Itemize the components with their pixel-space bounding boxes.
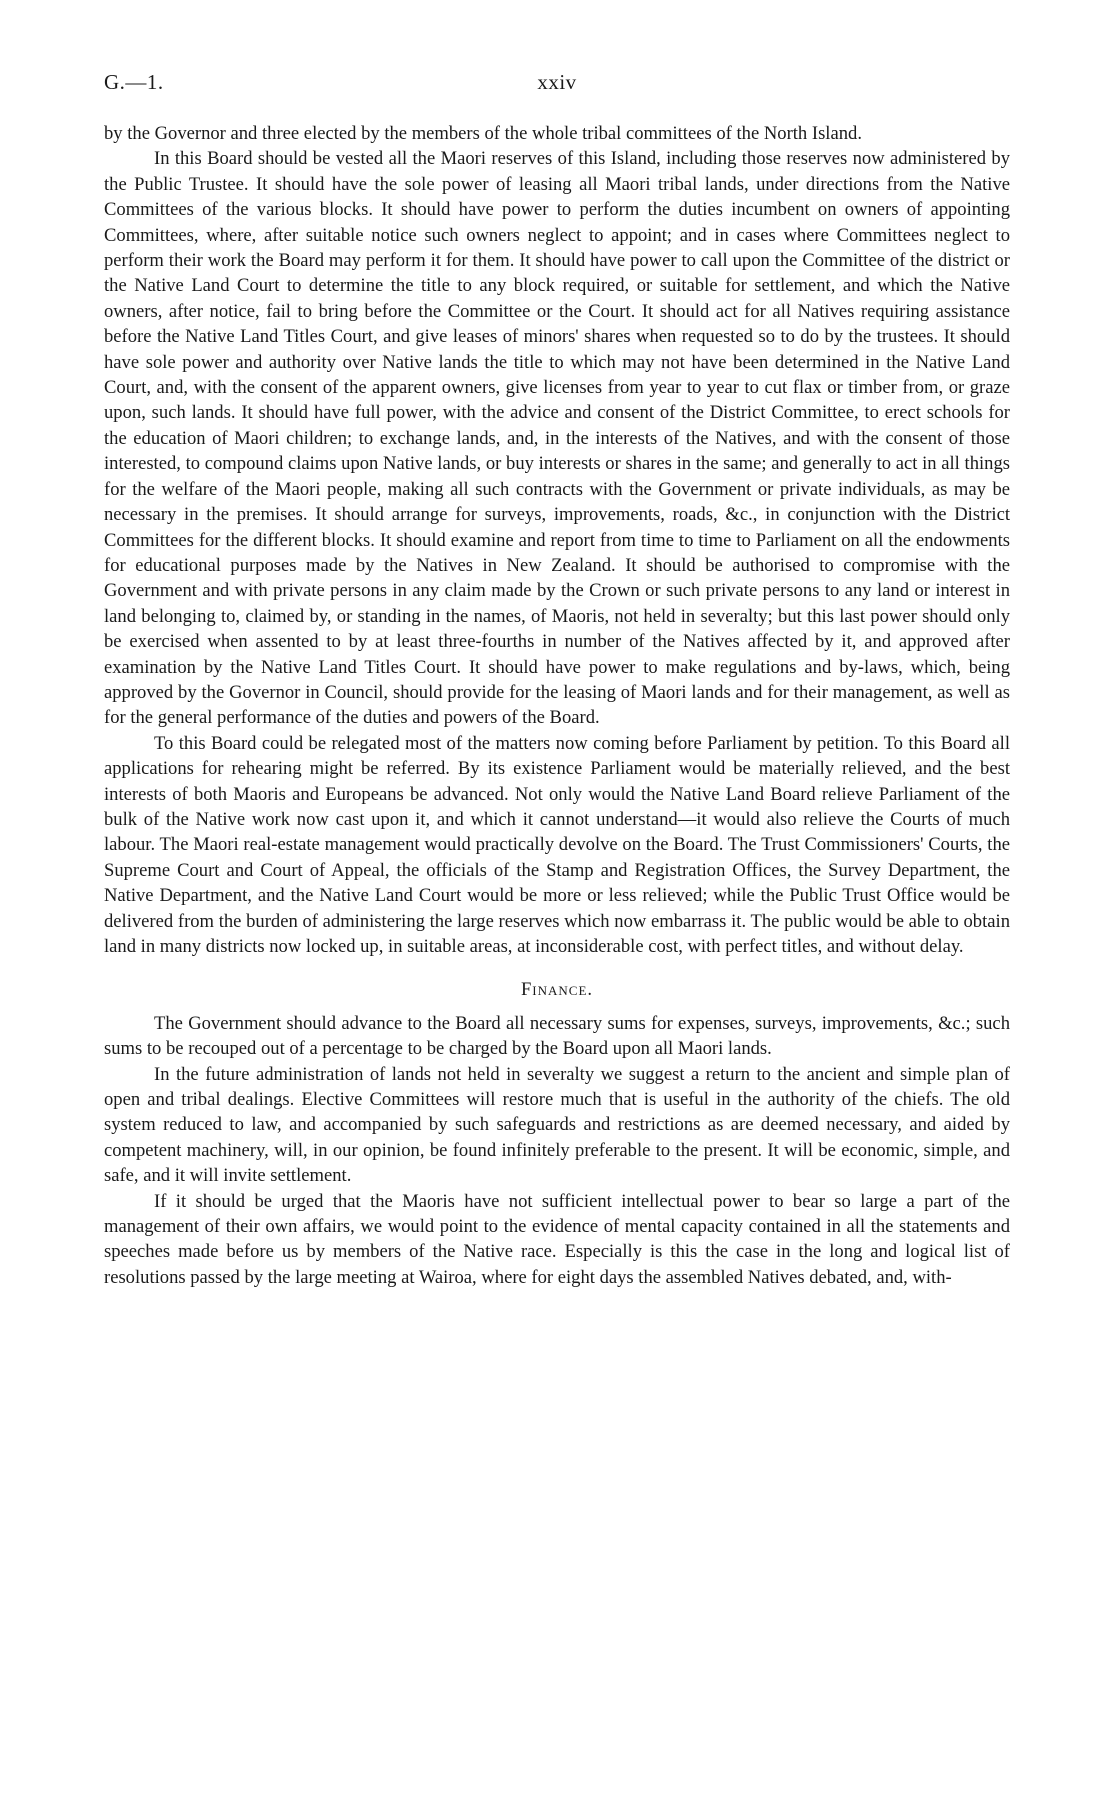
section-heading-finance: Finance. (520, 979, 594, 1001)
paragraph-continued: by the Governor and three elected by the members of the whole tribal committees of the North Island. (104, 123, 862, 144)
paragraph-maori-capacity: If it should be urged that the Maoris have not sufficient intellectual power to bear so large a part of the management of their own affairs, we would point to the evidence of mental capacity contained in all the statements and speeches made before us by members of the Native race. Especially is this the case in the long and logical list of resolutions passed by the large meeting at Wairoa, where for eight days the assembled Natives debated, and, with- (104, 1190, 1010, 1288)
document-reference: G.—1. (104, 70, 164, 94)
page-number: xxiv (537, 70, 577, 94)
paragraph-board-relief: To this Board could be relegated most of the matters now coming before Parliament by petition. To this Board all applications for rehearing might be referred. By its existence Parliament would be materially relieved, and the best interests of both Maoris and Europeans be advanced. Not only would the Native Land Board relieve Parliament of the bulk of the Native work now cast upon it, and which it cannot understand—it would also relieve the Courts of much labour. The Maori real-estate management would practically devolve on the Board. The Trust Commissioners' Courts, the Supreme Court and Court of Appeal, the officials of the Stamp and Registration Offices, the Survey Department, the Native Department, and the Native Land Court would be more or less relieved; while the Public Trust Office would be delivered from the burden of administering the large reserves which now embarrass it. The public would be able to obtain land in many districts now locked up, in suitable areas, at inconsiderable cost, with perfect titles, and without delay. (104, 732, 1010, 957)
body-text (104, 121, 1010, 1290)
paragraph-board-powers: In this Board should be vested all the Maori reserves of this Island, including those reserves now administered by the Public Trustee. It should have the sole power of leasing all Maori tribal lands, under directions from the Native Committees of the various blocks. It should have power to perform the duties incumbent on owners of appointing Committees, where, after suitable notice such owners neglect to appoint; and in cases where Committees neglect to perform their work the Board may perform it for them. It should have power to call upon the Committee of the district or the Native Land Court to determine the title to any block required, or suitable for settlement, and which the Native owners, after notice, fail to bring before the Committee or the Court. It should act for all Natives requiring assistance before the Native Land Titles Court, and give leases of minors' shares when requested so to do by the trustees. It should have sole power and authority over Native lands the title to which may not have been determined in the Native Land Court, and, with the consent of the apparent owners, give licenses from year to year to cut flax or timber from, or graze upon, such lands. It should have full power, with the advice and consent of the District Committee, to erect schools for the education of Maori children; to exchange lands, and, in the interests of the Natives, and with the consent of those interested, to compound claims upon Native lands, or buy interests or shares in the same; and generally to act in all things for the welfare of the Maori people, making all such contracts with the Government or private individuals, as may be necessary in the premises. It should arrange for surveys, improvements, roads, &c., in conjunction with the District Committees for the different blocks. It should examine and report from time to time to Parliament on all the endowments for educational purposes made by the Natives in New Zealand. It should be authorised to compromise with the Government and with private persons in any claim made by the Crown or such private persons to any land or interest in land belonging to, claimed by, or standing in the names, of Maoris, not held in severalty; but this last power should only be exercised when assented to by at least three-fourths in number of the Natives affected by it, and approved after examination by the Native Land Titles Court. It should have power to make regulations and by-laws, which, being approved by the Governor in Council, should provide for the leasing of Maori lands and for their management, as well as for the general performance of the duties and powers of the Board. (104, 148, 1010, 729)
running-header (104, 70, 1010, 100)
paragraph-future-administration: In the future administration of lands not held in severalty we suggest a return to the ancient and simple plan of open and tribal dealings. Elective Committees will restore much that is useful in the authority of the chiefs. The old system reduced to law, and accompanied by such safeguards and restrictions as are deemed necessary, and aided by competent machinery, will, in our opinion, be found infinitely preferable to the present. It will be economic, simple, and safe, and it will invite settlement. (104, 1063, 1010, 1187)
paragraph-finance-advance: The Government should advance to the Board all necessary sums for expenses, surveys, improvements, &c.; such sums to be recouped out of a percentage to be charged by the Board upon all Maori lands. (104, 1012, 1010, 1060)
